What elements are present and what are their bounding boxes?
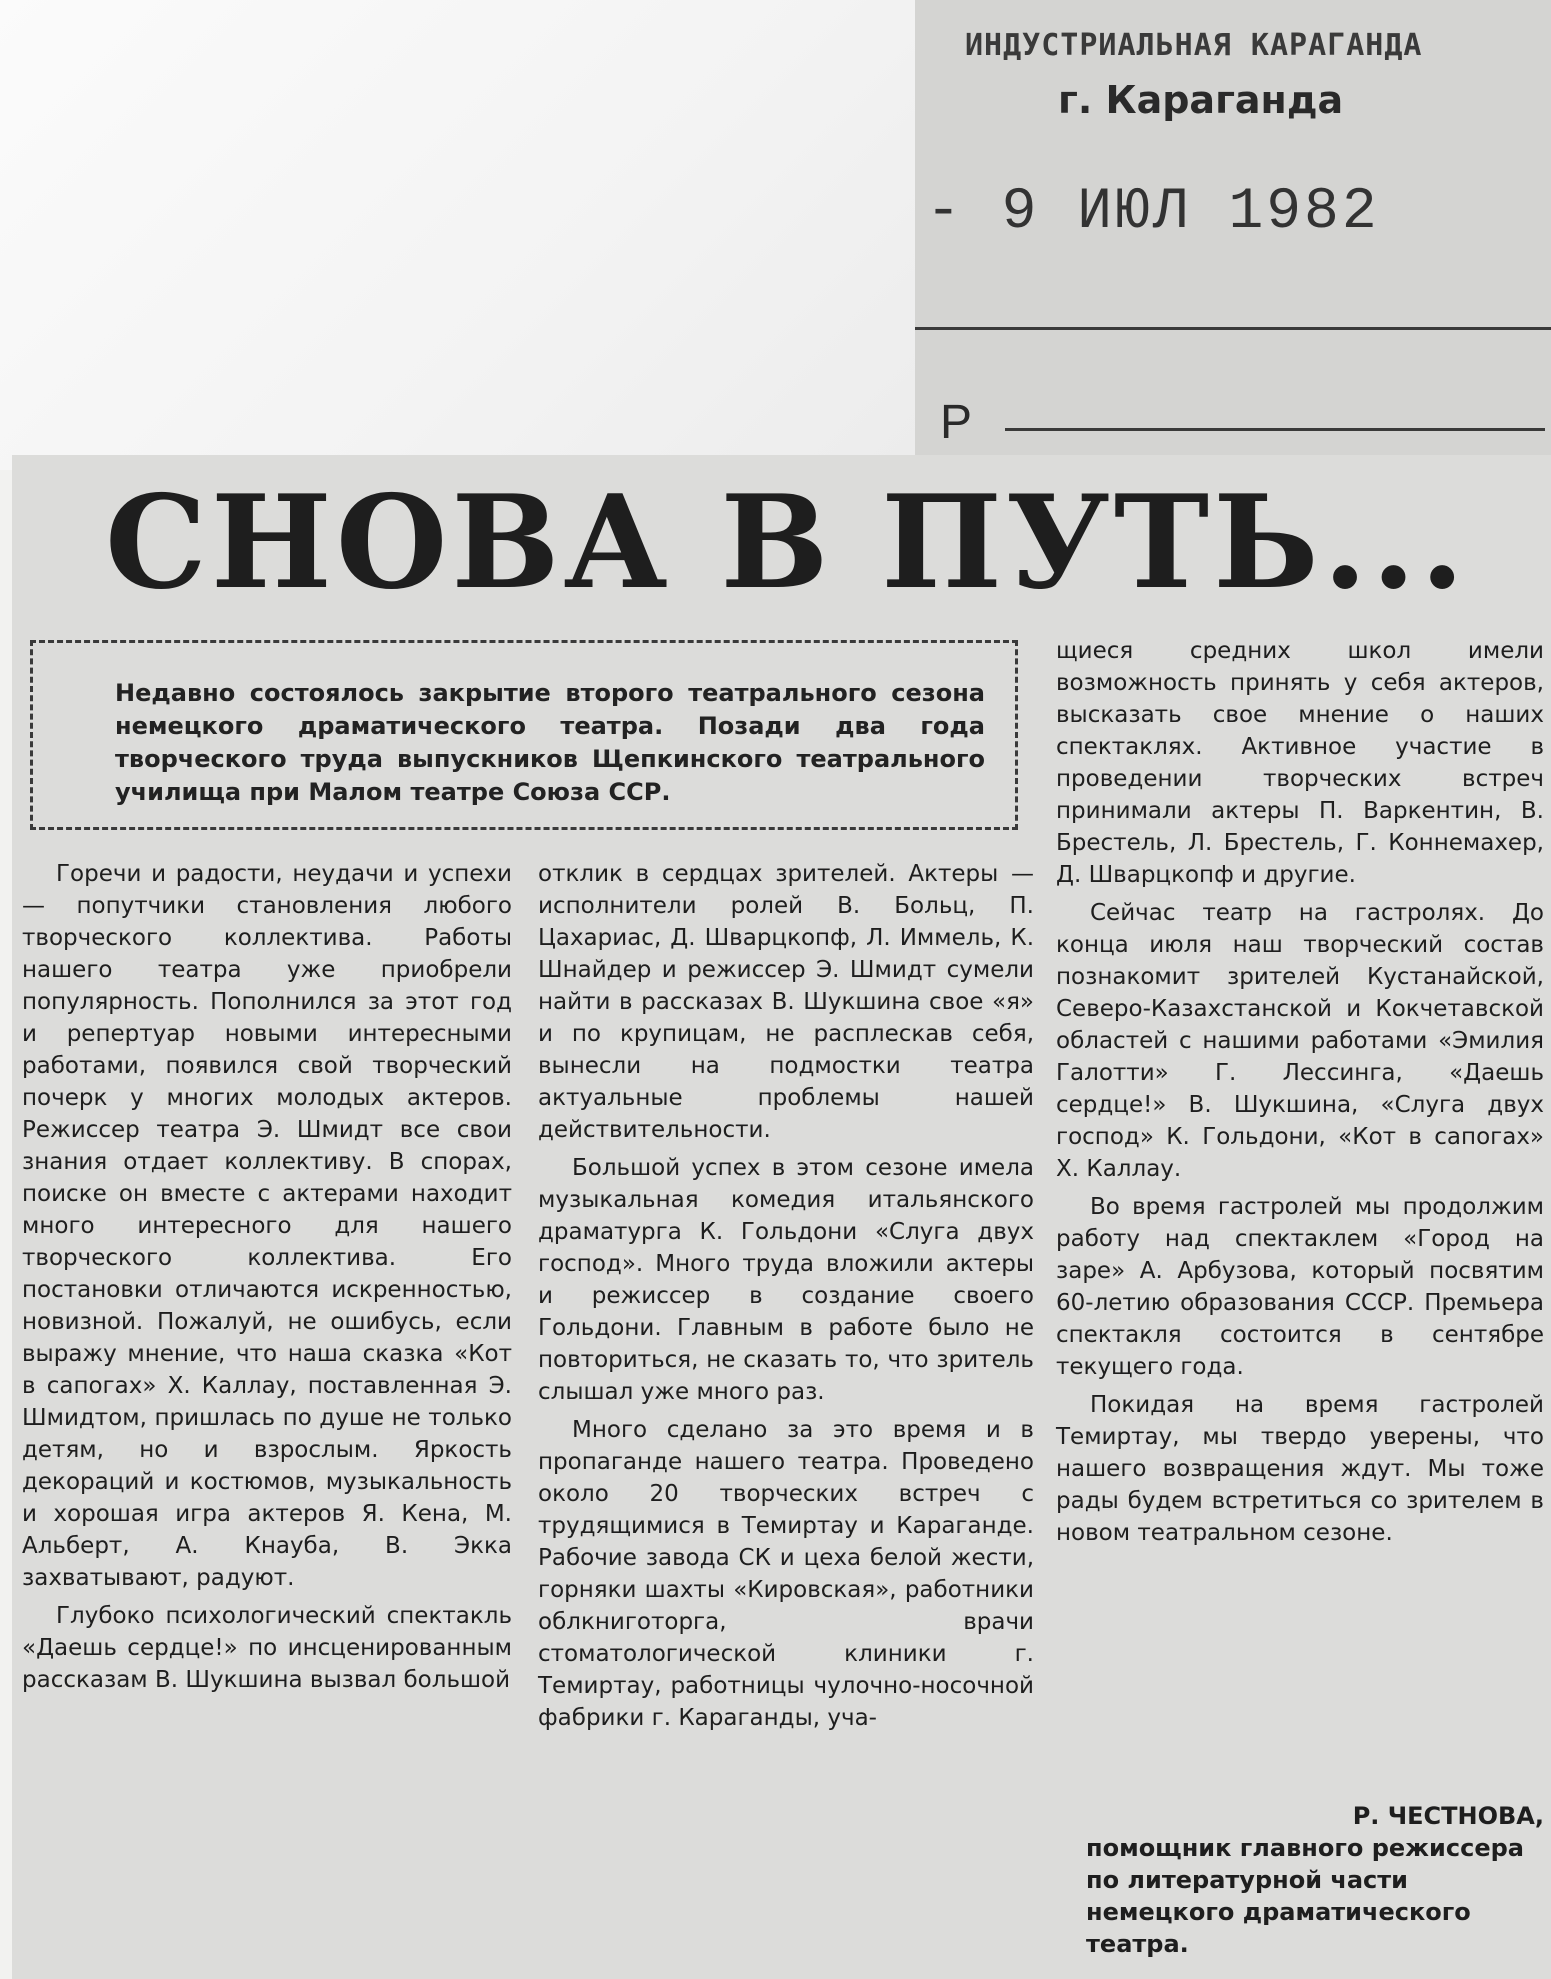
rubric-letter: Р [940, 396, 973, 449]
lead-text: Недавно состоялось закрытие второго театрального сезона немецкого драматического театра. Позади два года творческого труда выпускников Щепкинского театрального училища при Малом театре Союза ССР. [115, 679, 985, 806]
paragraph: Много сделано за это время и в пропаганде нашего театра. Проведено около 20 творческих встреч с трудящимися в Темиртау и Караганде. Рабочие завода СК и цеха белой жести, горняки шахты «Кировская», работники облкниготорга, врачи стоматологической клиники г. Темиртау, работницы чулочно-носочной фабрики г. Караганды, уча- [538, 1417, 1034, 1731]
lead-box [30, 640, 1018, 830]
stamp-city: г. Караганда [1058, 78, 1344, 122]
paragraph: Во время гастролей мы продолжим работу над спектаклем «Город на заре» А. Арбузова, который посвятим 60-летию образования СССР. Премьера спектакля состоится в сентябре текущего года. [1056, 1194, 1544, 1380]
stamp-date: - 9 ИЮЛ 1982 [926, 180, 1380, 245]
paragraph: отклик в сердцах зрителей. Актеры — исполнители ролей В. Больц, П. Цахариас, Д. Шварцкопф, Л. Иммель, К. Шнайдер и режиссер Э. Шмидт сумели найти в рассказах В. Шукшина свое «я» и по крупицам, не расплескав себя, вынесли на подмостки театра актуальные проблемы нашей действительности. [538, 861, 1034, 1143]
paragraph: Горечи и радости, неудачи и успехи — попутчики становления любого творческого коллектива. Работы нашего театра уже приобрели популярность. Пополнился за этот год и репертуар новыми интересными работами, появился свой творческий почерк у многих молодых актеров. Режиссер театра Э. Шмидт все свои знания отдает коллективу. В спорах, поиске он вместе с актерами находит много интересного для нашего творческого коллектива. Его постановки отличаются искренностью, новизной. Пожалуй, не ошибусь, если выражу мнение, что наша сказка «Кот в сапогах» Х. Каллау, поставленная Э. Шмидтом, пришлась по душе не только детям, но и взрослым. Яркость декораций и костюмов, музыкальность и хорошая игра актеров Я. Кена, М. Альберт, А. Кнауба, В. Экка захватывают, радуют. [22, 861, 512, 1591]
paragraph: Сейчас театр на гастролях. До конца июля наш творческий состав познакомит зрителей Кустанайской, Северо-Казахстанской и Кокчетавской областей с нашими работами «Эмилия Галотти» Г. Лессинга, «Даешь сердце!» В. Шукшина, «Слуга двух господ» К. Гольдони, «Кот в сапогах» Х. Каллау. [1056, 900, 1544, 1182]
stamp-newspaper-name: ИНДУСТРИАЛЬНАЯ КАРАГАНДА [965, 28, 1423, 63]
paragraph: Покидая на время гастролей Темиртау, мы твердо уверены, что нашего возвращения ждут. Мы тоже рады будем встретиться со зрителем в новом театральном сезоне. [1056, 1392, 1544, 1546]
article-column-2 [538, 858, 1034, 1740]
rubric-line [1005, 428, 1545, 431]
article-column-3 [1056, 635, 1544, 1555]
paragraph: Большой успех в этом сезоне имела музыкальная комедия итальянского драматурга К. Гольдони «Слуга двух господ». Много труда вложили актеры и режиссер в создание своего Гольдони. Главным в работе было не повториться, не сказать то, что зритель слышал уже много раз. [538, 1155, 1034, 1405]
author-name: Р. ЧЕСТНОВА, [1352, 1802, 1544, 1830]
stamp-divider-line [915, 327, 1551, 330]
paragraph: Глубоко психологический спектакль «Даешь сердце!» по инсценированным рассказам В. Шукшина вызвал большой [22, 1603, 512, 1693]
article-column-1 [22, 858, 512, 1702]
article-headline: СНОВА В ПУТЬ... [105, 468, 1469, 618]
paragraph: щиеся средних школ имели возможность принять у себя актеров, высказать свое мнение о наших спектаклях. Активное участие в проведении творческих встреч принимали актеры П. Варкентин, В. Брестель, Л. Брестель, Г. Коннемахер, Д. Шварцкопф и другие. [1056, 638, 1544, 888]
blank-paper-area [0, 0, 915, 470]
author-title: помощник главного режиссера по литературной части немецкого драматического театра. [1086, 1834, 1524, 1958]
author-signature [1072, 1800, 1544, 1960]
